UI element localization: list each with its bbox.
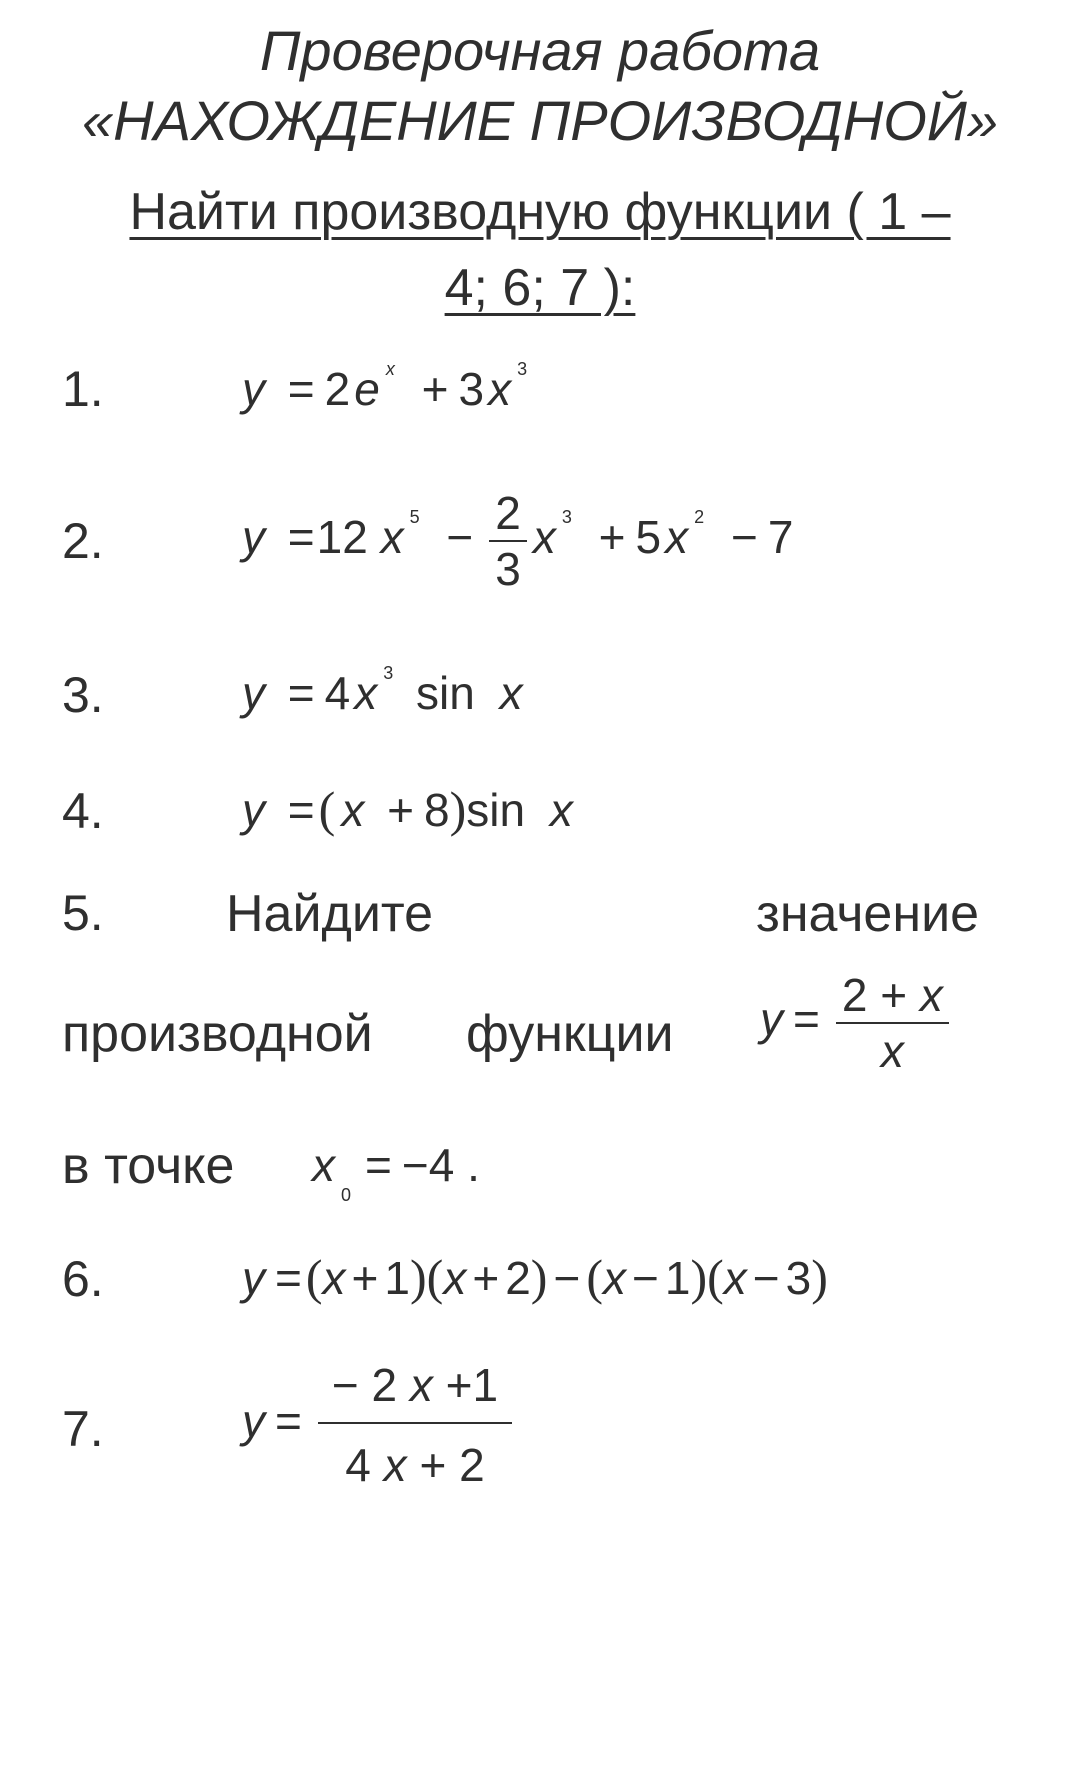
item-number-2: 2.	[62, 513, 104, 569]
paren: )	[811, 1249, 828, 1305]
exponent: 3	[561, 507, 572, 528]
formula-3	[242, 663, 523, 720]
item5-word-value: значение	[756, 885, 980, 943]
var-x: x	[354, 667, 378, 719]
exponent: 5	[409, 507, 420, 528]
coef: 4	[324, 667, 351, 719]
plus: +	[598, 511, 626, 564]
constant: 2	[459, 1439, 485, 1491]
constant: 8	[423, 784, 450, 836]
paren: )(	[410, 1249, 444, 1305]
minus: −	[553, 1252, 581, 1304]
right-paren: )	[449, 781, 467, 837]
coef: 5	[635, 511, 662, 564]
numerator: 2	[495, 487, 521, 539]
exponent: x	[385, 359, 395, 379]
numerator	[836, 968, 949, 1022]
var-x: x	[665, 511, 689, 564]
coef: 3	[458, 363, 485, 415]
var-x: x	[409, 1359, 433, 1411]
title-line-1: Проверочная работа	[259, 19, 821, 82]
equals: =	[287, 511, 315, 564]
constant: 2	[505, 1252, 531, 1304]
plus: +	[472, 1252, 500, 1304]
constant: 3	[785, 1252, 812, 1304]
paren: )(	[690, 1249, 724, 1305]
period: .	[467, 1139, 480, 1191]
fraction	[836, 968, 949, 1078]
paren: )	[530, 1249, 548, 1305]
formula-2	[242, 486, 793, 596]
equals: =	[287, 784, 315, 836]
plus: +	[387, 784, 414, 836]
equals: =	[275, 1395, 302, 1448]
plus: +	[421, 363, 449, 415]
formula-1	[242, 359, 531, 416]
equals: =	[287, 363, 315, 415]
minus: −	[752, 1252, 780, 1304]
var-x: x	[380, 511, 404, 564]
item-number-4: 4.	[62, 783, 104, 839]
var-x: x	[723, 1252, 747, 1304]
item-number-6: 6.	[62, 1251, 104, 1307]
item5-word-find: Найдите	[226, 885, 434, 943]
sin-function: sin	[466, 784, 526, 836]
numerator-constant: 2 +	[841, 969, 920, 1021]
numerator	[318, 1358, 512, 1422]
item-number-5: 5.	[62, 885, 104, 941]
var-y: y	[242, 363, 265, 415]
minus: −	[730, 511, 758, 564]
formula-5-function	[760, 968, 955, 1078]
point-value: −4	[401, 1139, 455, 1191]
item-number-3: 3.	[62, 667, 104, 723]
formula-5-point	[312, 1138, 480, 1205]
plus: +	[419, 1439, 447, 1491]
constant: 1	[472, 1359, 499, 1411]
left-paren: (	[318, 781, 336, 837]
denominator-coef: 4	[345, 1439, 371, 1491]
exponent: 3	[517, 359, 528, 379]
minus: −	[446, 511, 474, 564]
equals: =	[793, 993, 820, 1046]
var-x: x	[532, 511, 556, 564]
formula-6	[242, 1248, 828, 1306]
denominator: 3	[495, 543, 521, 595]
equals: =	[365, 1139, 392, 1191]
equals: =	[275, 1252, 302, 1304]
constant: 1	[664, 1252, 691, 1304]
var-x: x	[383, 1439, 407, 1491]
item5-word-function: функции	[466, 1005, 674, 1063]
var-x: x	[341, 784, 365, 836]
fraction	[318, 1358, 512, 1492]
formula-4	[242, 780, 573, 838]
var-x: x	[549, 784, 573, 836]
paren: (	[305, 1249, 323, 1305]
var-y: y	[242, 511, 265, 564]
var-x: x	[499, 667, 523, 719]
paren: (	[586, 1249, 603, 1305]
plus: +	[351, 1252, 379, 1304]
coef: 12	[316, 511, 368, 564]
task-line-1: Найти производную функции ( 1 –	[129, 183, 951, 241]
denominator: x	[880, 1025, 904, 1077]
constant: 7	[767, 511, 794, 564]
sin-function: sin	[416, 667, 475, 719]
item-number-1: 1.	[62, 361, 104, 417]
var-x: x	[443, 1252, 467, 1304]
numerator-coef: − 2	[331, 1359, 398, 1411]
var-y: y	[242, 784, 265, 836]
item5-word-derivative: производной	[62, 1005, 373, 1063]
var-x: x	[602, 1252, 626, 1304]
minus: −	[631, 1252, 659, 1304]
title-line-2: «НАХОЖДЕНИЕ ПРОИЗВОДНОЙ»	[82, 89, 998, 152]
fraction	[489, 486, 527, 596]
var-y: y	[242, 667, 265, 719]
var-x: x	[919, 969, 943, 1021]
var-e: e	[354, 363, 380, 415]
coef: 2	[324, 363, 351, 415]
formula-7	[242, 1358, 518, 1492]
var-x: x	[312, 1139, 335, 1191]
subscript: 0	[341, 1185, 352, 1205]
exponent: 3	[383, 663, 394, 683]
var-y: y	[242, 1395, 265, 1448]
var-x: x	[488, 363, 512, 415]
var-y: y	[242, 1252, 265, 1304]
exponent: 2	[694, 507, 705, 528]
item-number-7: 7.	[62, 1401, 104, 1457]
equals: =	[287, 667, 315, 719]
task-line-2: 4; 6; 7 ):	[444, 259, 636, 317]
item5-word-at-point: в точке	[62, 1137, 235, 1195]
var-x: x	[322, 1252, 346, 1304]
var-y: y	[760, 993, 783, 1046]
constant: 1	[384, 1252, 410, 1304]
plus: +	[445, 1359, 473, 1411]
denominator	[318, 1424, 512, 1492]
